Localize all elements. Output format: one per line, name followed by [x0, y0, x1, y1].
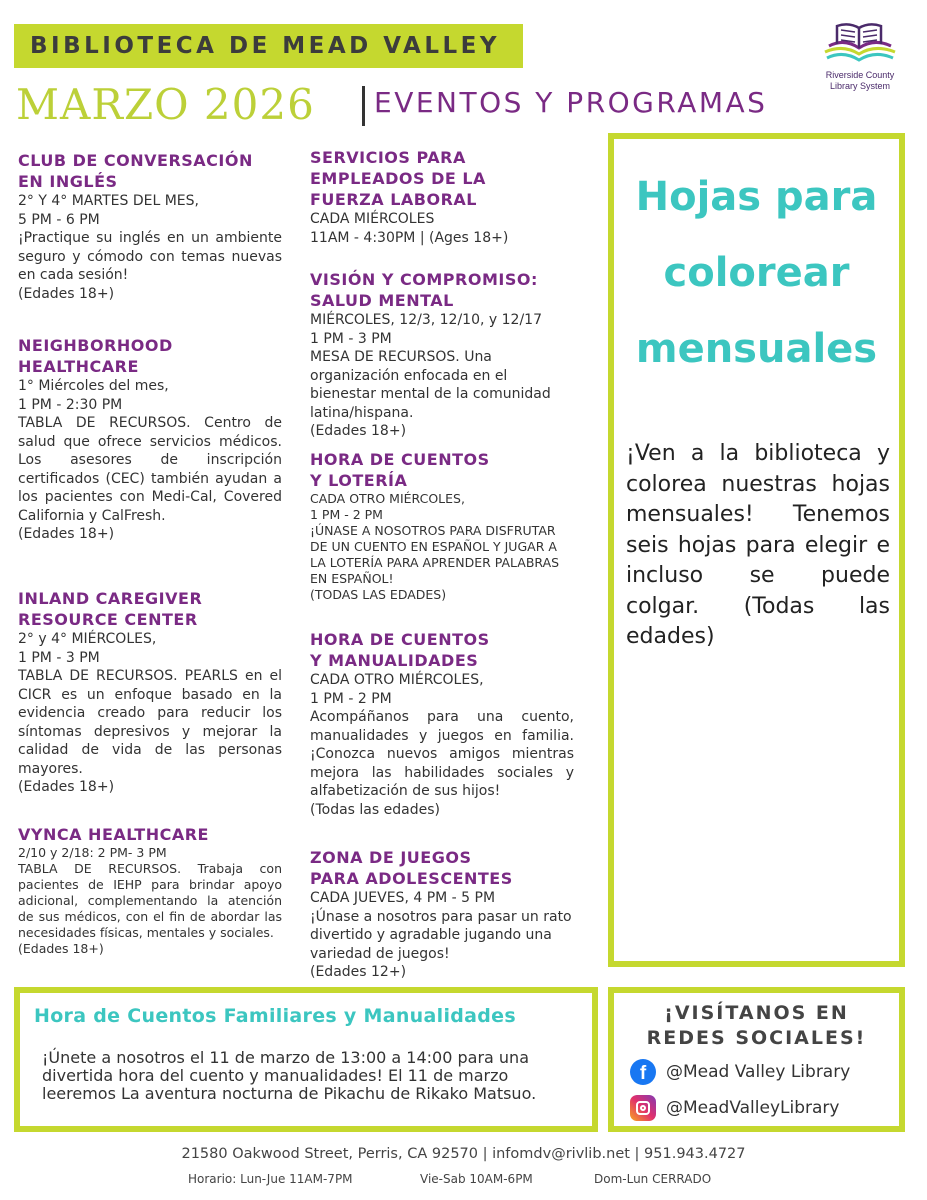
- facebook-link[interactable]: [630, 1059, 850, 1085]
- event-time: 5 PM - 6 PM: [18, 211, 100, 228]
- event-description: TABLA DE RECURSOS. PEARLS en el CICR es un enfoque basado en la evidencia creado para reducir los síntomas depresivos y mejorar la calidad de vida de las personas mayores.: [18, 668, 282, 777]
- event-teen-games: [310, 847, 574, 982]
- event-body: [310, 671, 574, 819]
- event-time: 11AM - 4:30PM | (Ages 18+): [310, 229, 509, 246]
- instagram-handle: @MeadValleyLibrary: [666, 1098, 840, 1118]
- social-media-box: [608, 987, 905, 1132]
- event-description: TABLA DE RECURSOS. Trabaja con pacientes de IEHP para brindar apoyo adicional, complementando la atención de sus médicos, con el fin de abordar las necesidades físicas, mentales y sociales.: [18, 861, 282, 940]
- event-body: [18, 192, 282, 303]
- event-schedule: 2° Y 4° MARTES DEL MES,: [18, 193, 199, 209]
- event-vynca-healthcare: [18, 824, 282, 957]
- event-title: Y MANUALIDADES: [310, 651, 479, 670]
- event-title: VISIÓN Y COMPROMISO:: [310, 270, 538, 289]
- coloring-title: [614, 159, 899, 387]
- event-mental-health: [310, 269, 574, 441]
- event-title: INLAND CAREGIVER: [18, 589, 203, 608]
- event-description: Acompáñanos para una cuento, manualidades y juegos en familia. ¡Conozca nuevos amigos mientras mejora las habilidades sociales y alfabetización de sus hijos!: [310, 709, 574, 799]
- event-ages: (Edades 18+): [18, 779, 115, 795]
- event-title: Y LOTERÍA: [310, 471, 408, 490]
- event-workforce-services: [310, 147, 574, 247]
- event-schedule: 1° Miércoles del mes,: [18, 378, 169, 394]
- facebook-icon: f: [630, 1059, 656, 1085]
- instagram-icon: [630, 1095, 656, 1121]
- event-title: ZONA DE JUEGOS: [310, 848, 472, 867]
- event-title: HORA DE CUENTOS: [310, 450, 490, 469]
- social-title-line: REDES SOCIALES!: [646, 1027, 867, 1049]
- event-body: [310, 210, 574, 247]
- event-title: SALUD MENTAL: [310, 291, 454, 310]
- event-title: FUERZA LABORAL: [310, 190, 477, 209]
- event-title: EMPLEADOS DE LA: [310, 169, 486, 188]
- event-title: EN INGLÉS: [18, 172, 118, 191]
- event-title: SERVICIOS PARA: [310, 148, 466, 167]
- event-title: CLUB DE CONVERSACIÓN: [18, 151, 253, 170]
- event-english-club: [18, 150, 282, 303]
- event-body: [18, 377, 282, 544]
- event-title: RESOURCE CENTER: [18, 610, 198, 629]
- hours-weekday: Horario: Lun-Jue 11AM-7PM: [188, 1172, 353, 1186]
- open-book-icon: [819, 20, 901, 70]
- event-description: MESA DE RECURSOS. Una organización enfocada en el bienestar mental de la comunidad latina/hispana.: [310, 349, 551, 421]
- event-ages: (Edades 12+): [310, 964, 407, 980]
- coloring-title-line: Hojas para: [635, 174, 878, 220]
- event-schedule: 2/10 y 2/18: 2 PM- 3 PM: [18, 845, 167, 860]
- event-ages: (Edades 18+): [310, 423, 407, 439]
- coloring-description: ¡Ven a la biblioteca y colorea nuestras hojas mensuales! Tenemos seis hojas para elegir e incluso se puede colgar. (Todas las edades): [626, 441, 890, 649]
- story-hour-box: [14, 987, 598, 1132]
- hours-closed: Dom-Lun CERRADO: [594, 1172, 712, 1186]
- event-body: [310, 491, 574, 603]
- event-title: VYNCA HEALTHCARE: [18, 825, 209, 844]
- header-banner: [14, 24, 523, 68]
- facebook-handle: @Mead Valley Library: [666, 1062, 851, 1082]
- event-schedule: CADA OTRO MIÉRCOLES,: [310, 491, 465, 506]
- event-ages: (Edades 18+): [18, 526, 115, 542]
- coloring-sheets-box: [608, 133, 905, 967]
- event-schedule: CADA OTRO MIÉRCOLES,: [310, 672, 484, 688]
- event-body: [18, 845, 282, 957]
- social-title: [614, 1001, 899, 1051]
- footer-contact: 21580 Oakwood Street, Perris, CA 92570 | infomdv@rivlib.net | 951.943.4727: [181, 1146, 746, 1162]
- event-body: [310, 311, 574, 441]
- library-logo: [810, 20, 910, 98]
- event-title: HORA DE CUENTOS: [310, 630, 490, 649]
- event-neighborhood-healthcare: [18, 335, 282, 544]
- event-ages: (Edades 18+): [18, 941, 104, 956]
- logo-text-1: Riverside County: [825, 70, 895, 80]
- event-ages: (Edades 18+): [18, 285, 115, 302]
- event-description: ¡ÚNASE A NOSOTROS PARA DISFRUTAR DE UN CUENTO EN ESPAÑOL Y JUGAR A LA LOTERÍA PARA APRENDER PALABRAS EN ESPAÑOL!: [310, 523, 560, 586]
- story-hour-description: ¡Únete a nosotros el 11 de marzo de 13:00 a 14:00 para una divertida hora del cuento y manualidades! El 11 de marzo leeremos La aventura nocturna de Pikachu de Rikako Matsuo.: [42, 1048, 537, 1103]
- story-hour-title: Hora de Cuentos Familiares y Manualidades: [34, 1005, 516, 1027]
- event-stories-crafts: [310, 629, 574, 819]
- event-body: [310, 889, 574, 982]
- event-ages: (TODAS LAS EDADES): [310, 587, 447, 602]
- library-name: BIBLIOTECA DE MEAD VALLEY: [30, 33, 500, 59]
- instagram-link[interactable]: [630, 1095, 839, 1121]
- event-title: NEIGHBORHOOD: [18, 336, 173, 355]
- event-ages: (Todas las edades): [310, 801, 440, 818]
- event-title: HEALTHCARE: [18, 357, 139, 376]
- title-divider: [362, 86, 365, 126]
- event-schedule: MIÉRCOLES, 12/3, 12/10, y 12/17: [310, 312, 542, 328]
- event-time: 1 PM - 3 PM: [18, 649, 100, 666]
- event-time: 1 PM - 3 PM: [310, 330, 392, 347]
- event-time: 1 PM - 2 PM: [310, 507, 383, 522]
- logo-text-2: Library System: [829, 81, 891, 91]
- event-description: ¡Únase a nosotros para pasar un rato divertido y agradable jugando una variedad de juegos!: [310, 908, 572, 962]
- hours-weekend: Vie-Sab 10AM-6PM: [420, 1172, 533, 1186]
- social-title-line: ¡VISÍTANOS EN: [664, 1002, 849, 1024]
- event-inland-caregiver: [18, 588, 282, 797]
- event-stories-loteria: [310, 449, 574, 603]
- event-time: 1 PM - 2 PM: [310, 690, 392, 707]
- page-subtitle: EVENTOS Y PROGRAMAS: [374, 86, 768, 119]
- event-description: TABLA DE RECURSOS. Centro de salud que ofrece servicios médicos. Los asesores de inscripción certificados (CEC) también ayudan a los pacientes con Medi-Cal, Covered California y CalFresh.: [18, 415, 282, 524]
- event-title: PARA ADOLESCENTES: [310, 869, 513, 888]
- event-schedule: CADA MIÉRCOLES: [310, 211, 435, 227]
- event-schedule: CADA JUEVES, 4 PM - 5 PM: [310, 890, 496, 906]
- event-body: [18, 630, 282, 797]
- month-title: MARZO 2026: [16, 80, 315, 129]
- coloring-title-line: colorear: [663, 250, 850, 296]
- event-schedule: 2° y 4° MIÉRCOLES,: [18, 631, 157, 647]
- event-description: ¡Practique su inglés en un ambiente seguro y cómodo con temas nuevas en cada sesión!: [18, 230, 282, 283]
- event-time: 1 PM - 2:30 PM: [18, 396, 123, 413]
- coloring-title-line: mensuales: [635, 326, 878, 372]
